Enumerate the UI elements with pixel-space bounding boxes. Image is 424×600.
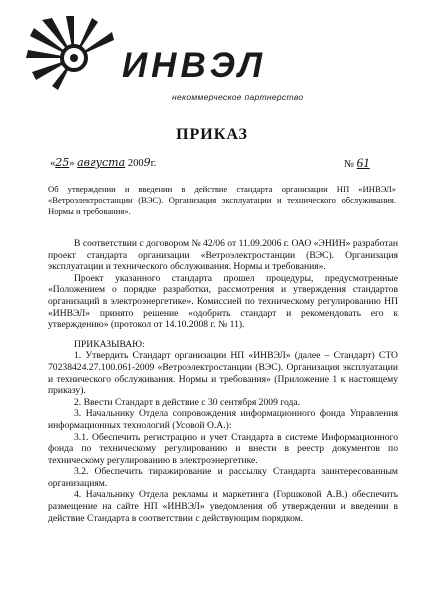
date-close-quote: » [69, 158, 75, 169]
date-year-g: г. [150, 158, 157, 169]
order-date [50, 156, 156, 169]
item-1: 1. Утвердить Стандарт организации НП «ИНВЭЛ» (далее – Стандарт) СТО 70238424.27.100.061-2009 «Ветроэлектростанции (ВЭС). Организация эксплуатации и технического обслуживания. Нормы и требования» (Приложение 1 к настоящему приказу). [48, 350, 398, 397]
number-value: 61 [356, 155, 370, 170]
paragraph-1: В соответствии с договором № 42/06 от 11.09.2006 г. ОАО «ЭНИН» разработан проект стандарта организации «Ветроэлектростанции (ВЭС). Организация эксплуатации и технического обслуживания. Нормы и требования». [48, 238, 398, 273]
paragraph-2: Проект указанного стандарта прошел процедуры, предусмотренные «Положением о порядке разработки, рассмотрения и утверждения стандартов организаций в электроэнергетике». Комиссией по техническому регулированию НП «ИНВЭЛ» принято решение «одобрить стандарт и рекомендовать его к утверждению» (протокол от 14.10.2008 г. № 11). [48, 272, 398, 331]
document-title: ПРИКАЗ [176, 126, 248, 143]
wind-turbine-logo-icon [22, 14, 132, 94]
date-year-suffix: 9 [143, 156, 151, 169]
date-day: 25 [55, 156, 70, 169]
item-3: 3. Начальнику Отдела сопровождения информационного фонда Управления информационных технологий (Усовой О.А.): [48, 408, 398, 431]
order-number [344, 155, 370, 171]
item-3-1: 3.1. Обеспечить регистрацию и учет Стандарта в системе Информационного фонда по техническому регулированию и внести в реестр документов по техническому регулированию в электроэнергетике. [48, 431, 398, 466]
logo-name: ИНВЭЛ [122, 46, 267, 85]
date-year-prefix: 200 [127, 158, 144, 169]
order-heading: ПРИКАЗЫВАЮ: [74, 338, 145, 350]
item-4: 4. Начальнику Отдела рекламы и маркетинга (Горшковой А.В.) обеспечить размещение на сайте НП «ИНВЭЛ» уведомления об утверждении и введении в действие Стандарта в соответствии с действующим порядком. [48, 489, 398, 524]
item-3-2: 3.2. Обеспечить тиражирование и рассылку Стандарта заинтересованным организациям. [48, 466, 398, 489]
date-month: августа [77, 156, 126, 169]
order-body [48, 238, 398, 524]
logo-subtitle: некоммерческое партнерство [172, 92, 304, 102]
date-open-quote: « [50, 158, 56, 169]
number-label: № [344, 159, 355, 170]
item-2: 2. Ввести Стандарт в действие с 30 сентября 2009 года. [74, 396, 301, 408]
order-subject: Об утверждении и введении в действие стандарта организации НП «ИНВЭЛ» «Ветроэлектростанции (ВЭС). Организация эксплуатации и технического обслуживания. Нормы и требования». [48, 184, 396, 217]
company-logo [22, 14, 322, 102]
